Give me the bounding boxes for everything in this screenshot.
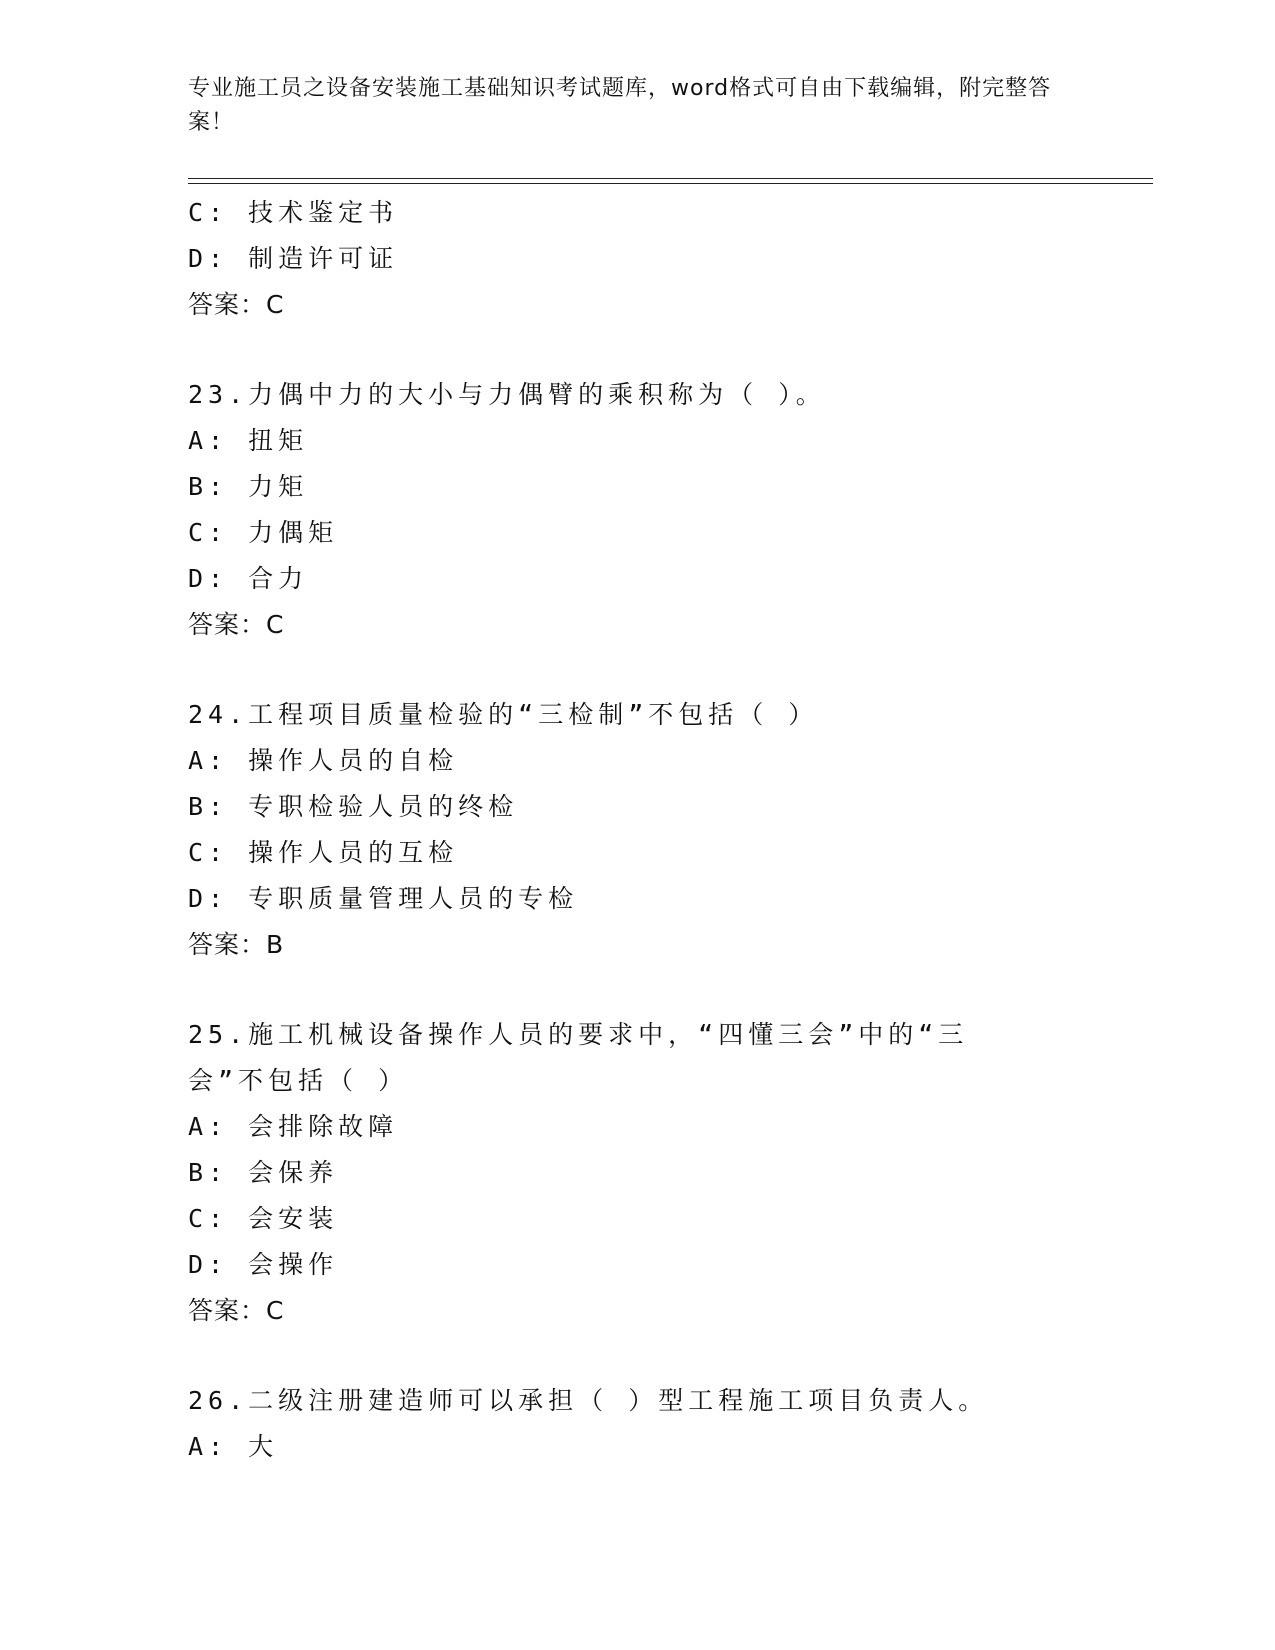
answer-line: 答案：C xyxy=(188,290,285,319)
option-b: B: 会保养 xyxy=(188,1158,339,1187)
option-d: D: 制造许可证 xyxy=(188,244,399,273)
question-stem: 26.二级注册建造师可以承担（ ）型工程施工项目负责人。 xyxy=(188,1386,989,1415)
option-a: A: 会排除故障 xyxy=(188,1112,399,1141)
question-23 xyxy=(188,372,1088,648)
option-c: C: 操作人员的互检 xyxy=(188,838,459,867)
option-d: D: 专职质量管理人员的专检 xyxy=(188,884,579,913)
question-stem: 23.力偶中力的大小与力偶臂的乘积称为（ ）。 xyxy=(188,380,826,409)
option-a: A: 操作人员的自检 xyxy=(188,746,459,775)
question-list xyxy=(188,190,1088,1470)
answer-line: 答案：C xyxy=(188,610,285,639)
option-c: C: 力偶矩 xyxy=(188,518,339,547)
option-d: D: 合力 xyxy=(188,564,309,593)
question-22-tail xyxy=(188,190,1088,328)
option-d: D: 会操作 xyxy=(188,1250,339,1279)
question-25 xyxy=(188,1012,1088,1334)
answer-line: 答案：C xyxy=(188,1296,285,1325)
option-a: A: 扭矩 xyxy=(188,426,309,455)
option-b: B: 专职检验人员的终检 xyxy=(188,792,519,821)
question-stem: 24.工程项目质量检验的“三检制”不包括（ ） xyxy=(188,700,819,729)
option-c: C: 技术鉴定书 xyxy=(188,198,399,227)
option-b: B: 力矩 xyxy=(188,472,309,501)
header-rule-bottom xyxy=(188,183,1153,184)
document-header: 专业施工员之设备安装施工基础知识考试题库，word格式可自由下载编辑，附完整答案！ xyxy=(188,76,1052,135)
question-24 xyxy=(188,692,1088,968)
answer-line: 答案：B xyxy=(188,930,285,959)
option-c: C: 会安装 xyxy=(188,1204,339,1233)
header-rule-top xyxy=(188,178,1153,179)
question-26 xyxy=(188,1378,1088,1470)
question-stem: 25.施工机械设备操作人员的要求中，“四懂三会”中的“三会”不包括（ ） xyxy=(188,1020,969,1095)
option-a: A: 大 xyxy=(188,1432,279,1461)
